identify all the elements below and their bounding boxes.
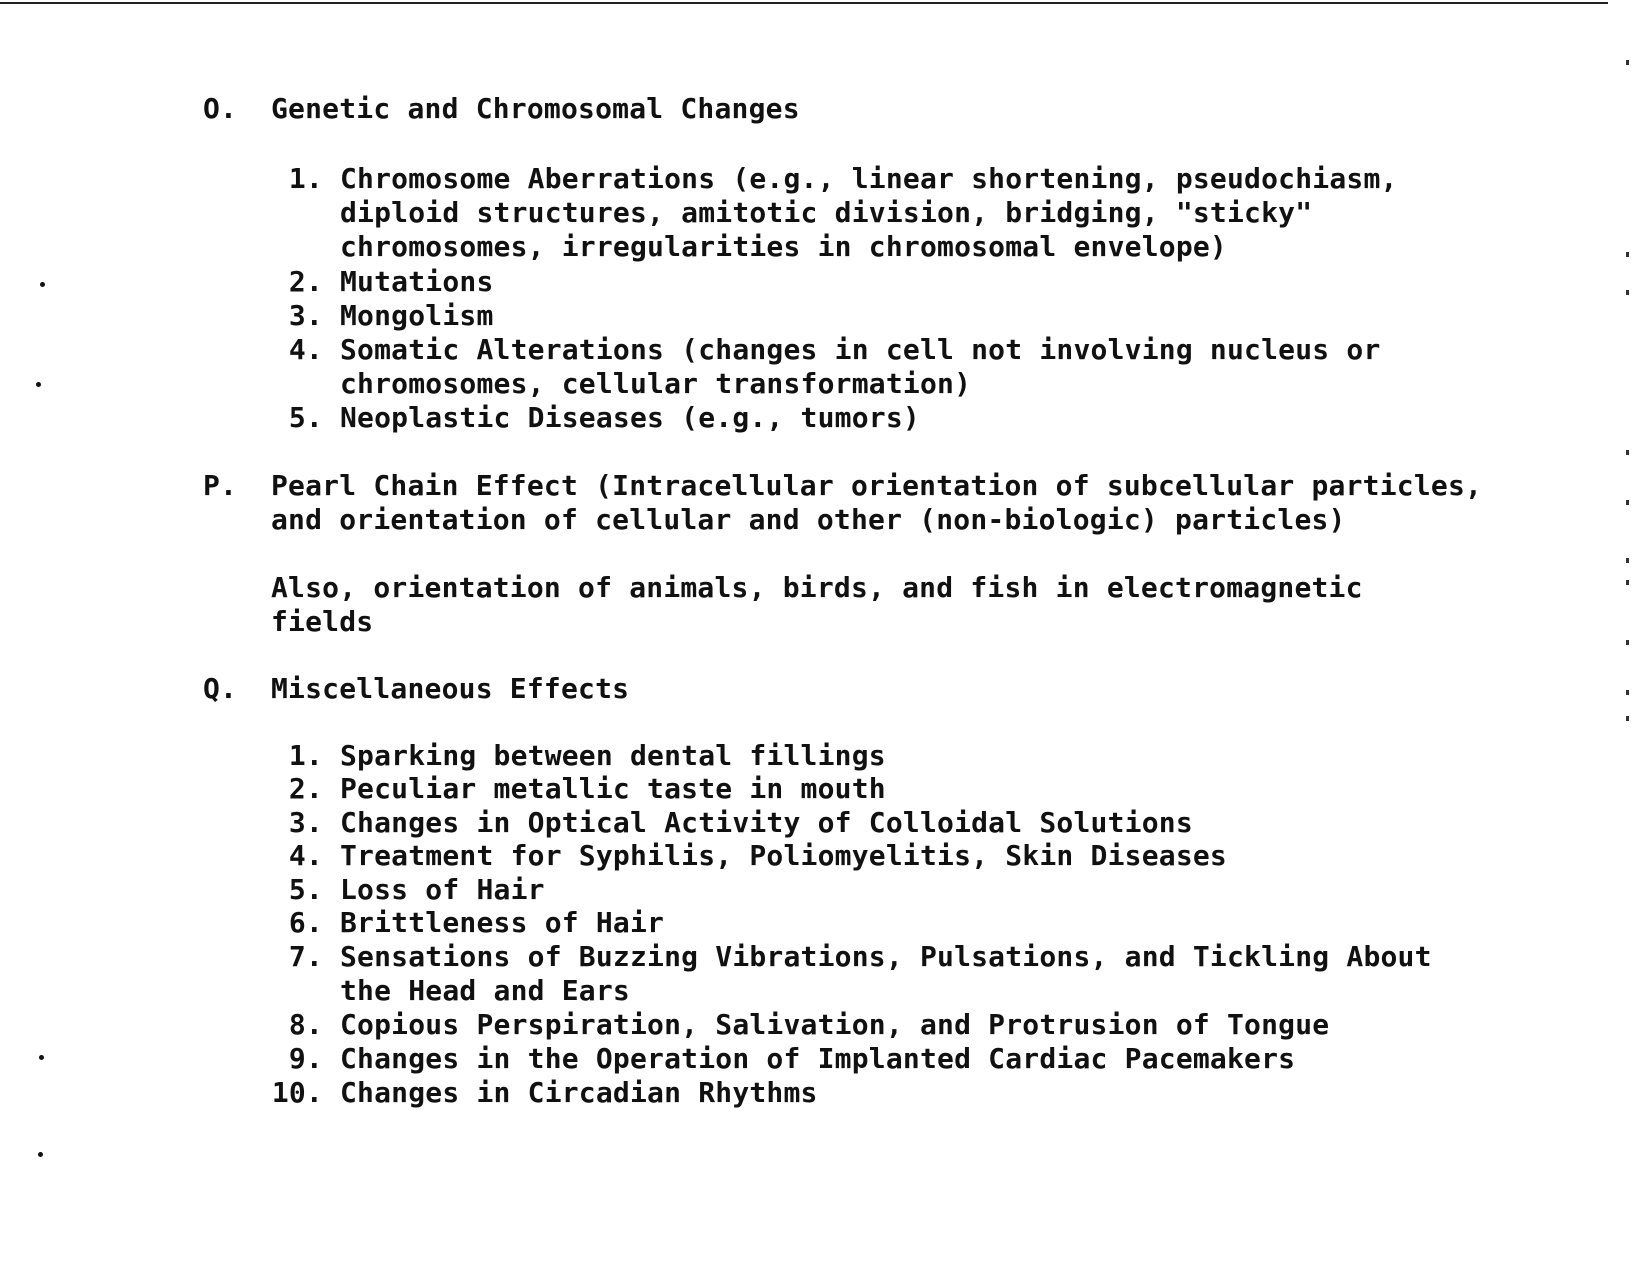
item-text: Somatic Alterations (changes in cell not involving nucleus or xyxy=(340,333,1381,366)
item-number: 8. xyxy=(288,1008,323,1041)
scan-speck xyxy=(38,1152,43,1157)
section-o-letter: O. xyxy=(203,92,238,125)
item-text: Brittleness of Hair xyxy=(340,906,665,939)
item-text: Changes in the Operation of Implanted Cardiac Pacemakers xyxy=(340,1042,1296,1075)
section-p-heading: Pearl Chain Effect (Intracellular orientation of subcellular particles, xyxy=(271,469,1483,502)
item-number: 3. xyxy=(288,806,323,839)
scan-speck xyxy=(40,282,45,287)
item-text: Peculiar metallic taste in mouth xyxy=(340,772,886,805)
item-text: Copious Perspiration, Salivation, and Protrusion of Tongue xyxy=(340,1008,1330,1041)
section-q-heading: Miscellaneous Effects xyxy=(271,672,630,705)
item-number: 5. xyxy=(288,401,323,434)
item-number: 6. xyxy=(288,906,323,939)
section-p-note: fields xyxy=(271,605,374,638)
scan-edge-mark xyxy=(1626,290,1629,295)
scan-edge-mark xyxy=(1626,716,1629,721)
item-number: 2. xyxy=(288,772,323,805)
item-text: chromosomes, cellular transformation) xyxy=(340,367,972,400)
scan-edge-mark xyxy=(1626,690,1629,695)
scan-edge-mark xyxy=(1626,640,1629,645)
item-number: 4. xyxy=(288,333,323,366)
section-o-heading: Genetic and Chromosomal Changes xyxy=(271,92,800,125)
item-text: Mongolism xyxy=(340,299,494,332)
section-p-heading: and orientation of cellular and other (non-biologic) particles) xyxy=(271,503,1346,536)
item-number: 7. xyxy=(288,940,323,973)
item-number: 1. xyxy=(288,162,323,195)
section-p-letter: P. xyxy=(203,469,238,502)
section-p-note: Also, orientation of animals, birds, and fish in electromagnetic xyxy=(271,571,1363,604)
item-text: Mutations xyxy=(340,265,494,298)
item-text: the Head and Ears xyxy=(340,974,630,1007)
scan-edge-mark xyxy=(1626,500,1629,505)
item-text: Neoplastic Diseases (e.g., tumors) xyxy=(340,401,920,434)
item-text: Loss of Hair xyxy=(340,873,545,906)
item-number: 9. xyxy=(288,1042,323,1075)
item-number: 1. xyxy=(288,739,323,772)
scan-speck xyxy=(39,1055,44,1060)
item-number: 4. xyxy=(288,839,323,872)
item-number: 2. xyxy=(288,265,323,298)
item-text: Treatment for Syphilis, Poliomyelitis, Skin Diseases xyxy=(340,839,1227,872)
item-text: Chromosome Aberrations (e.g., linear shortening, pseudochiasm, xyxy=(340,162,1398,195)
item-text: Changes in Optical Activity of Colloidal Solutions xyxy=(340,806,1193,839)
section-q-letter: Q. xyxy=(203,672,238,705)
item-number: 10. xyxy=(271,1076,323,1109)
item-number: 3. xyxy=(288,299,323,332)
scan-edge-mark xyxy=(1626,252,1629,257)
item-text: Changes in Circadian Rhythms xyxy=(340,1076,818,1109)
scan-edge-mark xyxy=(1626,450,1629,455)
item-text: Sparking between dental fillings xyxy=(340,739,886,772)
scan-speck xyxy=(36,382,41,387)
item-text: chromosomes, irregularities in chromosomal envelope) xyxy=(340,230,1227,263)
scan-edge-mark xyxy=(1626,580,1629,585)
item-text: Sensations of Buzzing Vibrations, Pulsations, and Tickling About xyxy=(340,940,1432,973)
scan-edge-mark xyxy=(1626,60,1629,65)
item-number: 5. xyxy=(288,873,323,906)
item-text: diploid structures, amitotic division, bridging, "sticky" xyxy=(340,196,1313,229)
scan-edge-mark xyxy=(1626,558,1629,563)
